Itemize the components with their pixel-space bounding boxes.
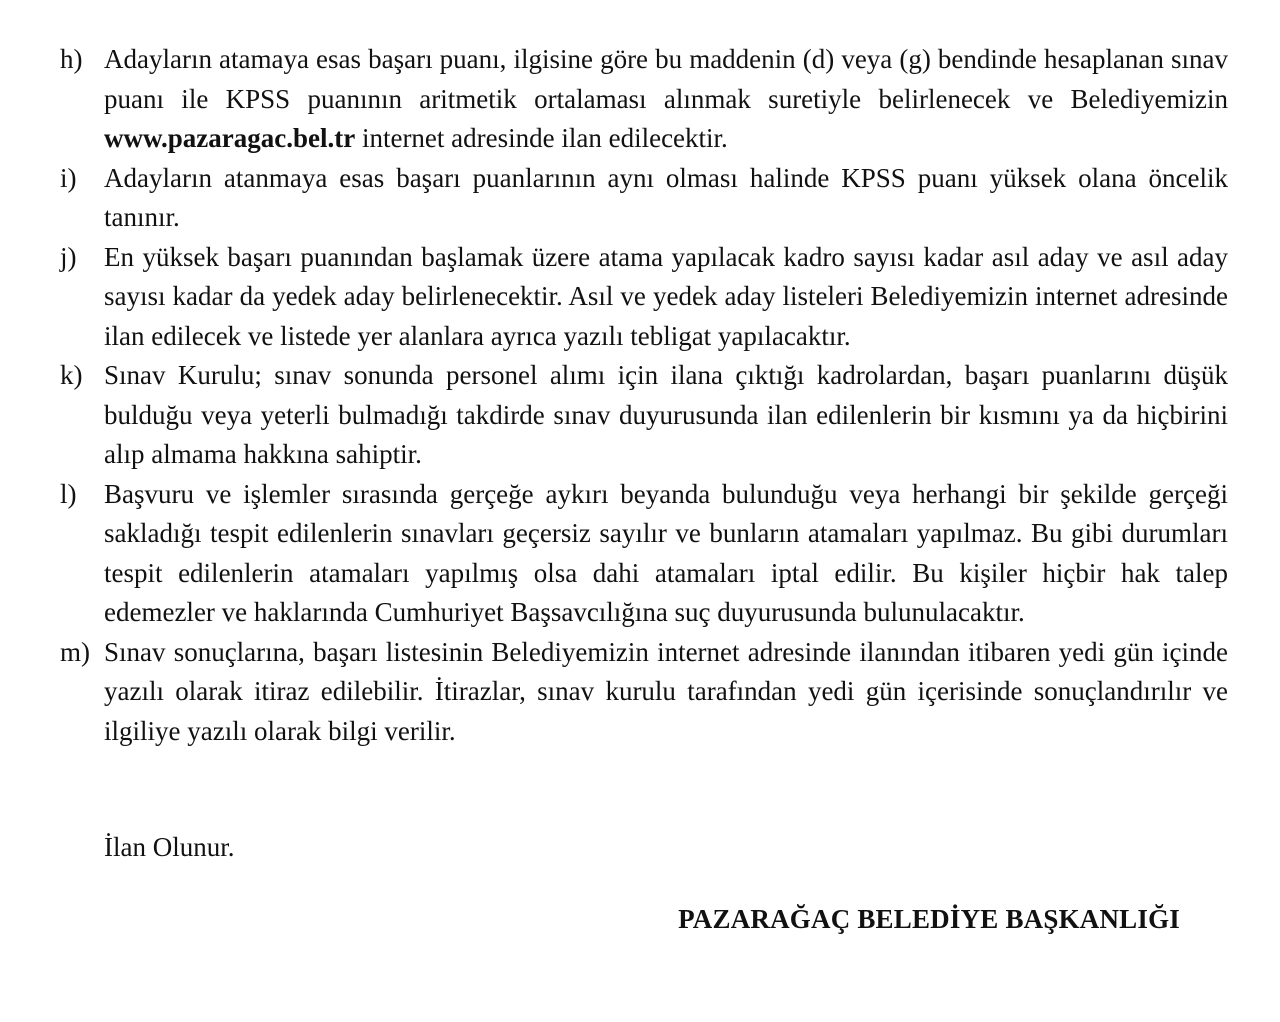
document-body — [60, 40, 1228, 751]
clause-text: Adayların atanmaya esas başarı puanlarının aynı olması halinde KPSS puanı yüksek olana öncelik tanınır. — [104, 162, 1228, 232]
clause-label: k) — [60, 360, 83, 390]
signature-authority: PAZARAĞAÇ BELEDİYE BAŞKANLIĞI — [678, 904, 1180, 934]
clause-text: Sınav Kurulu; sınav sonunda personel alımı için ilana çıktığı kadrolardan, başarı puanlarını düşük bulduğu veya yeterli bulmadığı takdirde sınav duyurusunda ilan edilenlerin bir kısmını ya da hiçbirini alıp almama hakkına sahiptir. — [104, 360, 1228, 469]
clause-text-part: internet adresinde ilan edilecektir. — [355, 123, 728, 153]
clause-label: j) — [60, 241, 77, 272]
clause-text: Sınav sonuçlarına, başarı listesinin Belediyemizin internet adresinde ilanından itibaren yedi gün içinde yazılı olarak itiraz edilebilir. İtirazlar, sınav kurulu tarafından yedi gün içerisinde sonuçlandırılır ve ilgiliye yazılı olarak bilgi verilir. — [104, 636, 1228, 746]
clause-i — [60, 159, 1228, 238]
clause-h — [60, 40, 1228, 159]
clause-label: h) — [60, 44, 83, 74]
clause-text: Başvuru ve işlemler sırasında gerçeğe aykırı beyanda bulunduğu veya herhangi bir şekilde gerçeği sakladığı tespit edilenlerin sınavları geçersiz sayılır ve bunların atamaları yapılmaz. Bu gibi durumları tespit edilenlerin atamaları yapılmış olsa dahi atamaları iptal edilir. Bu kişiler hiçbir hak talep edemezler ve haklarında Cumhuriyet Başsavcılığına suç duyurusunda bulunulacaktır. — [104, 478, 1228, 627]
clause-m — [60, 633, 1228, 752]
clause-label: i) — [60, 162, 77, 193]
clause-text — [104, 40, 1228, 159]
clause-label: l) — [60, 478, 77, 509]
clause-text: En yüksek başarı puanından başlamak üzere atama yapılacak kadro sayısı kadar asıl aday ve asıl aday sayısı kadar da yedek aday belirlenecektir. Asıl ve yedek aday listeleri Belediyemizin internet adresinde ilan edilecek ve listede yer alanlara ayrıca yazılı tebligat yapılacaktır. — [104, 241, 1228, 351]
closing-statement: İlan Olunur. — [104, 832, 235, 862]
clause-text-part: Adayların atamaya esas başarı puanı, ilgisine göre bu maddenin (d) veya (g) bendinde hesaplanan sınav puanı ile KPSS puanının aritmetik ortalaması alınmak suretiyle belirlenecek ve Belediyemizin — [104, 44, 1228, 114]
clause-k — [60, 356, 1228, 475]
website-link: www.pazaragac.bel.tr — [104, 123, 356, 153]
clause-label: m) — [60, 636, 90, 667]
clause-l — [60, 475, 1228, 633]
clause-j — [60, 238, 1228, 357]
